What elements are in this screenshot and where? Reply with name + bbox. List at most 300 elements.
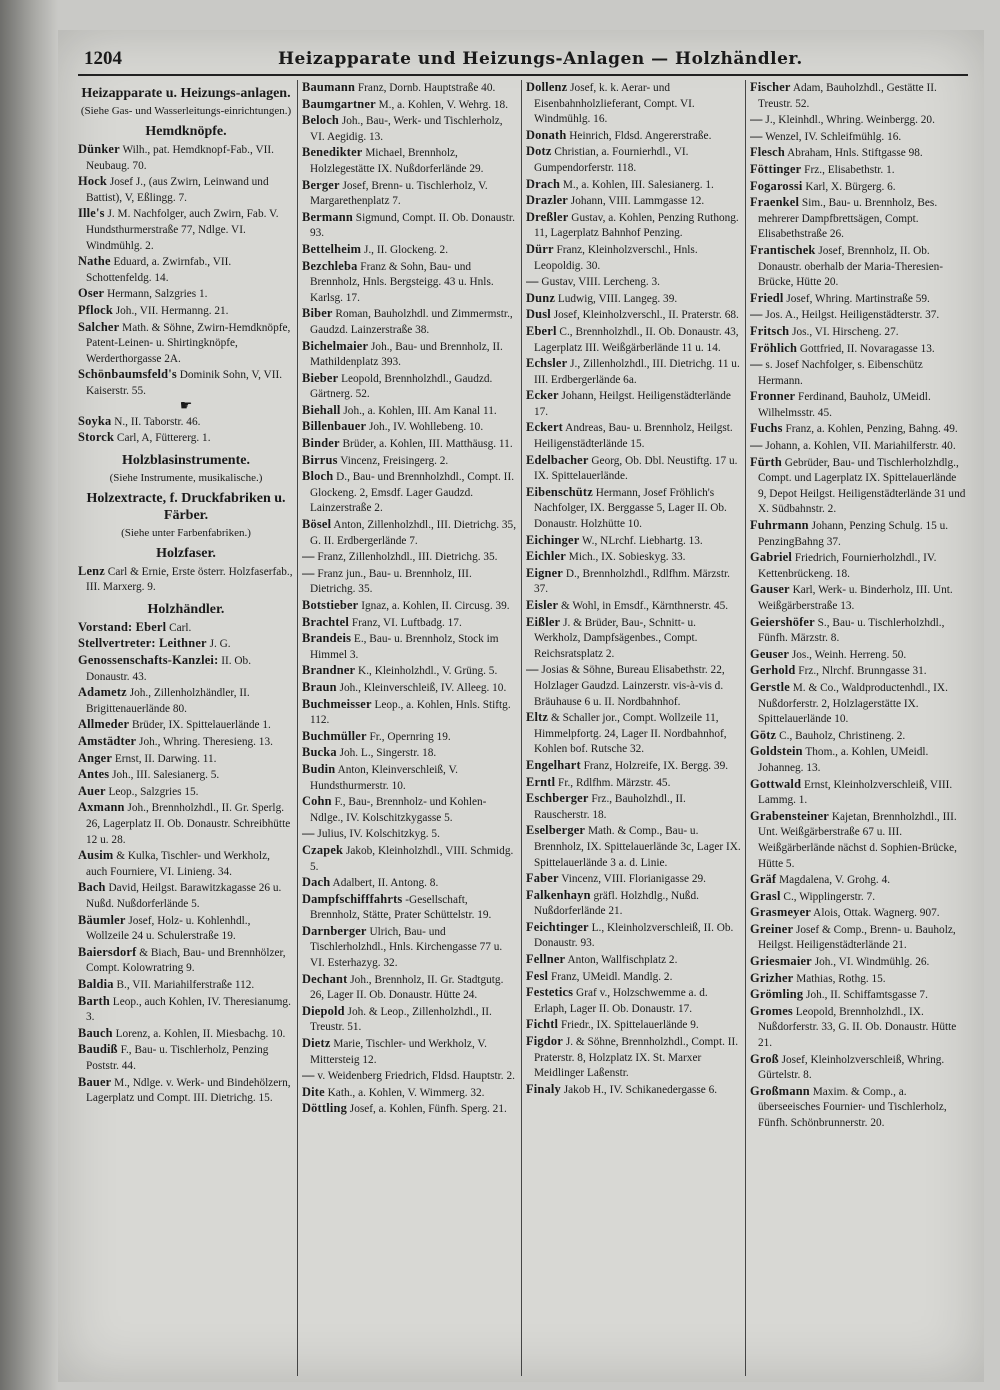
section-note-holzextracte: (Siehe unter Farbenfabriken.) (121, 526, 251, 539)
entry-name: Pflock (78, 302, 113, 317)
directory-entry (78, 784, 294, 801)
directory-entry (526, 307, 742, 324)
entry-name: Cohn (302, 794, 332, 809)
directory-entry (302, 259, 518, 307)
directory-entry (78, 367, 294, 399)
directory-entry (526, 952, 742, 969)
directory-entry (750, 518, 966, 550)
entry-details: Math. & Comp., Bau- u. Brennholz, IX. Spittelauerlände 3c, Lager IX. Spittelauerlände 3 a. d. Linie. (534, 825, 741, 869)
entry-details: M., a. Kohlen, V. Wehrg. 18. (375, 98, 509, 111)
entry-details: Ignaz, a. Kohlen, II. Circusg. 39. (358, 600, 510, 612)
directory-entry (526, 210, 742, 242)
entry-details: Friedrich, Fournierholzhdl., IV. Kettenbrückeng. 18. (758, 552, 937, 580)
entry-details: Joh., Kleinverschleiß, IV. Alleeg. 10. (336, 681, 507, 694)
directory-entry (526, 549, 742, 566)
hemdknoepfe-list-continued (78, 414, 294, 447)
entry-details: Joh. & Leop., Zillenholzhdl., II. Treustr. 51. (310, 1005, 492, 1034)
entry-details: Eduard, a. Zwirnfab., VII. Schottenfeldg. 14. (86, 256, 232, 284)
entry-details: J., II. Glockeng. 2. (361, 243, 449, 256)
entry-details: Wilh., pat. Hemdknopf-Fab., VII. Neubaug. 70. (86, 144, 274, 172)
directory-entry (526, 888, 742, 920)
entry-details: Johann, a. Kohlen, VII. Mariahilferstr. 40. (762, 440, 956, 453)
entry-name: Götz (750, 727, 777, 742)
directory-entry (78, 945, 294, 977)
entry-details: Friedr., IX. Spittelauerlände 9. (558, 1019, 699, 1032)
directory-entry (302, 80, 518, 97)
section-note-heizapparate: (Siehe Gas- und Wasserleitungs-einrichtungen.) (80, 105, 292, 117)
section-heading-hemdknoepfe: Hemdknöpfe. (145, 124, 227, 139)
entry-name: Eigner (526, 565, 563, 580)
directory-entry (750, 1052, 966, 1084)
entry-name: Soyka (78, 413, 112, 428)
entry-details: Jos., Weinh. Herreng. 50. (789, 648, 907, 661)
directory-entry (78, 174, 294, 206)
entry-details: Joh., VII. Hermanng. 21. (112, 304, 229, 317)
directory-entry (302, 762, 518, 794)
entry-name: Oser (78, 286, 105, 301)
directory-entry (750, 987, 966, 1004)
entry-details: D., Brennholzhdl., Rdlfhm. Märzstr. 37. (534, 567, 730, 596)
entry-details: Franz jun., Bau- u. Brennholz, III. Dietrichg. 35. (310, 567, 472, 596)
directory-entry (750, 663, 966, 680)
entry-details: s. Josef Nachfolger, s. Eibenschütz Hermann. (758, 359, 923, 387)
directory-entry (78, 848, 294, 880)
entry-name: Dollenz (526, 80, 568, 94)
entry-name: — (750, 438, 763, 453)
entry-name: Friedl (750, 290, 784, 305)
entry-name: Buchmüller (302, 728, 367, 743)
entry-details: C., Wipplingerstr. 7. (780, 890, 876, 903)
entry-name: Bichelmaier (302, 338, 369, 353)
entry-details: Anton, Kleinverschleiß, V. Hundsthurmerstr. 10. (310, 763, 458, 792)
entry-details: Joh. L., Singerstr. 18. (336, 747, 437, 760)
directory-entry (302, 1004, 518, 1036)
entry-name: Echsler (526, 356, 568, 371)
entry-name: Eichler (526, 549, 566, 564)
entry-details: Joh., II. Schiffamtsgasse 7. (803, 989, 928, 1002)
entry-name: Gabriel (750, 550, 793, 565)
entry-details: Johann, Penzing Schulg. 15 u. PenzingBahng 37. (758, 520, 949, 548)
entry-details: C., Bauholz, Christineng. 2. (776, 729, 906, 742)
entry-name: Grasmeyer (750, 905, 811, 920)
entry-details: Josef, Kleinholzverschl., II. Praterstr. 68. (550, 309, 739, 322)
entry-details: Franz & Sohn, Bau- und Brennholz, Hnls. Bergsteigg. 43 u. Hnls. Karlsg. 17. (310, 260, 494, 304)
directory-entry (78, 994, 294, 1026)
entry-name: Eschberger (526, 791, 589, 806)
entry-name: Bösel (302, 517, 332, 532)
entry-details: Brüder, IX. Spittelauerlände 1. (129, 719, 271, 732)
entry-name: Fronner (750, 389, 796, 404)
directory-entry (302, 419, 518, 436)
entry-details: Josias & Söhne, Bureau Elisabethstr. 22, Holzlager Gaudzd. Lainzerstr. vis-à-vis d. Bräuhause 6 u. II. Nordbahnhof. (534, 664, 725, 708)
directory-entry (750, 615, 966, 647)
directory-entry (526, 193, 742, 210)
directory-entry (526, 615, 742, 663)
directory-entry (302, 436, 518, 453)
directory-entry (302, 371, 518, 403)
directory-entry (302, 875, 518, 892)
holzhaendler-list (750, 80, 966, 1132)
entry-details: Joh., a. Kohlen, III. Am Kanal 11. (340, 404, 497, 417)
entry-name: Schönbaumsfeld's (78, 367, 177, 382)
entry-name: Eltz (526, 710, 549, 725)
directory-entry (78, 414, 294, 431)
entry-name: Baumgartner (302, 96, 376, 111)
directory-entry (526, 791, 742, 823)
entry-name: Baudiß (78, 1042, 118, 1057)
directory-entry (526, 274, 742, 291)
entry-name: Adametz (78, 685, 127, 700)
directory-entry (302, 469, 518, 517)
entry-details: Franz, Zillenholzhdl., III. Dietrichg. 35. (314, 551, 498, 564)
directory-entry (750, 1084, 966, 1132)
entry-name: Bucka (302, 745, 337, 760)
entry-name: — (302, 826, 315, 841)
section-note-holzblas: (Siehe Instrumente, musikalische.) (109, 471, 263, 484)
directory-entry (526, 324, 742, 356)
directory-entry (750, 744, 966, 776)
entry-name: Botstieber (302, 598, 359, 612)
section-heading-holzextracte: Holzextracte, f. Druckfabriken u. Färber. (86, 490, 286, 523)
entry-details: Lorenz, a. Kohlen, II. Miesbachg. 10. (112, 1027, 286, 1040)
column-rule (745, 80, 746, 1376)
entry-name: Grömling (750, 987, 804, 1002)
directory-entry (526, 566, 742, 598)
entry-name: Griesmaier (750, 954, 812, 969)
entry-name: Bermann (302, 209, 353, 224)
directory-entry (302, 306, 518, 338)
entry-name: Baldia (78, 976, 114, 991)
directory-entry (302, 178, 518, 210)
directory-entry (750, 357, 966, 389)
entry-name: Birrus (302, 452, 338, 467)
entry-details: E., Bau- u. Brennholz, Stock im Himmel 3. (310, 633, 499, 661)
directory-entry (526, 920, 742, 952)
directory-entry (526, 758, 742, 775)
entry-details: Joh., III. Salesianerg. 5. (109, 769, 220, 782)
entry-details: Dominik Sohn, V, VII. Kaiserstr. 55. (86, 369, 283, 397)
directory-entry (302, 1085, 518, 1102)
directory-entry (750, 145, 966, 162)
entry-details: D., Bau- und Brennholzhdl., Compt. II. Glockeng. 2, Emsdf. Lager Gaudzd. Lainzerstraße 2. (310, 471, 515, 515)
directory-entry (750, 922, 966, 954)
directory-entry (526, 598, 742, 615)
directory-entry (750, 307, 966, 324)
entry-name: — (750, 307, 763, 322)
entry-name: Braun (302, 679, 337, 694)
entry-name: Föttinger (750, 161, 802, 176)
directory-entry (78, 1026, 294, 1043)
entry-details: Michael, Brennholz, Holzlegestätte IX. Nußdorferlände 29. (310, 147, 484, 175)
holzhaendler-list (526, 80, 742, 1098)
hand-pointer-icon: ☛ (179, 398, 193, 414)
entry-name: Dampfschifffahrts (302, 891, 403, 906)
entry-details: v. Weidenberg Friedrich, Fldsd. Hauptstr. 2. (314, 1070, 515, 1083)
directory-entry (302, 972, 518, 1004)
directory-entry (302, 339, 518, 371)
directory-entry (302, 517, 518, 549)
directory-entry (750, 809, 966, 872)
entry-details: Franz, UMeidl. Mandlg. 2. (548, 970, 673, 983)
entry-name: Grizher (750, 970, 794, 985)
directory-entry (78, 653, 294, 685)
entry-name: Dürr (526, 241, 554, 256)
entry-details: Leop., Salzgries 15. (105, 785, 199, 798)
directory-entry (750, 889, 966, 906)
entry-details: Maxim. & Comp., a. überseeisches Fournier- und Tischlerholz, Fünfh. Schönbrunnerstr. 20. (758, 1085, 947, 1129)
entry-name: Feichtinger (526, 919, 589, 934)
entry-name: Baiersdorf (78, 944, 137, 959)
running-head: Heizapparate und Heizungs-Anlagen — Holzhändler. (278, 49, 803, 69)
directory-entry (78, 320, 294, 368)
directory-entry (526, 775, 742, 792)
column-3 (526, 80, 742, 1376)
entry-name: Biehall (302, 402, 341, 417)
directory-entry (78, 1042, 294, 1074)
holzhaendler-list (78, 620, 294, 1107)
directory-entry (750, 777, 966, 809)
entry-name: Döttling (302, 1101, 347, 1116)
directory-entry (302, 631, 518, 663)
entry-details: Fr., Rdlfhm. Märzstr. 45. (555, 776, 671, 789)
directory-entry (78, 206, 294, 254)
entry-details: Frz., Nlrchf. Brunngasse 31. (795, 665, 927, 678)
directory-entry (302, 113, 518, 145)
entry-name: Eichinger (526, 532, 580, 547)
entry-name: Genossenschafts-Kanzlei: (78, 653, 219, 668)
entry-name: Flesch (750, 145, 785, 160)
directory-entry (302, 549, 518, 566)
entry-name: Salcher (78, 319, 120, 334)
directory-entry (78, 734, 294, 751)
entry-details: Sim., Bau- u. Brennholz, Bes. mehrerer Dampfbrettsägen, Compt. Elisabethstraße 26. (758, 197, 938, 241)
directory-entry (526, 420, 742, 452)
entry-name: Diepold (302, 1003, 345, 1018)
entry-details: Gustav, a. Kohlen, Penzing Ruthong. 11, Lagerplatz Bahnhof Penzing. (534, 211, 739, 240)
directory-entry (526, 144, 742, 176)
entry-name: Fischer (750, 80, 791, 94)
entry-details: & Schaller jor., Compt. Wollzeile 11, Himmelpfortg. 24, Lager II. Nordbahnhof, Kohlen bof. Rutsche 32. (534, 712, 727, 756)
entry-details: J., Zillenholzhdl., III. Dietrichg. 11 u. III. Erdbergerlände 6a. (534, 358, 740, 386)
entry-details: Andreas, Bau- u. Brennholz, Heilgst. Heiligenstädterlände 15. (534, 422, 733, 451)
entry-name: Gräf (750, 872, 777, 887)
entry-details: Sigmund, Compt. II. Ob. Donaustr. 93. (310, 211, 515, 240)
entry-details: Johann, VIII. Lammgasse 12. (567, 195, 705, 208)
entry-details: Josef J., (aus Zwirn, Leinwand und Battist), V, Eßlingg. 7. (86, 176, 269, 204)
entry-details: J. & Söhne, Brennholzhdl., Compt. II. Praterstr. 8, Holzplatz IX. St. Marxer Meidlinger Laßenstr. (534, 1036, 739, 1080)
entry-name: Brandner (302, 663, 356, 678)
entry-details: Kath., a. Kohlen, V. Wimmerg. 32. (324, 1086, 485, 1099)
entry-name: Erntl (526, 774, 556, 789)
directory-entry (78, 767, 294, 784)
entry-name: Brachtel (302, 614, 350, 629)
entry-name: Dreßler (526, 209, 569, 224)
directory-entry (302, 1036, 518, 1068)
entry-details: Jos., VI. Hirscheng. 27. (789, 325, 899, 338)
page-edge-shadow (0, 0, 58, 1390)
directory-entry (78, 620, 294, 637)
entry-name: Gottwald (750, 776, 802, 791)
entry-details: N., II. Taborstr. 46. (111, 415, 201, 428)
entry-name: Nathe (78, 254, 111, 269)
directory-entry (750, 954, 966, 971)
entry-name: Ecker (526, 388, 559, 403)
directory-entry (526, 710, 742, 758)
entry-name: Großmann (750, 1083, 810, 1098)
directory-entry (78, 430, 294, 447)
entry-name: Eckert (526, 420, 563, 435)
entry-name: Fuhrmann (750, 518, 809, 533)
entry-name: — (302, 1068, 315, 1083)
entry-details: J. & Brüder, Bau-, Schnitt- u. Werkholz, Dampfsägenbes., Compt. Reichsratsplatz 2. (534, 616, 698, 660)
directory-entry (526, 1034, 742, 1082)
entry-name: Geuser (750, 646, 790, 661)
directory-entry (526, 242, 742, 274)
entry-details: Leopold, Brennholzhdl., Gaudzd. Gärtnerg. 52. (310, 372, 493, 401)
directory-entry (526, 128, 742, 145)
directory-entry (302, 1101, 518, 1118)
columns-container (78, 80, 968, 1376)
entry-details: Mathias, Rothg. 15. (793, 972, 886, 985)
hemdknoepfe-list (78, 142, 294, 400)
entry-details: Christian, a. Fournierhdl., VI. Gumpendorferstr. 118. (534, 146, 689, 174)
directory-entry (302, 745, 518, 762)
entry-details: Ulrich, Bau- und Tischlerholzhdl., Hnls. Kirchengasse 77 u. VI. Esterhazyg. 32. (310, 925, 503, 970)
entry-details: Jos. A., Heilgst. Heiligenstädterstr. 37. (762, 309, 940, 322)
entry-name: Buchmeisser (302, 696, 372, 711)
entry-details: Carl. (166, 621, 192, 634)
entry-details: Roman, Bauholzhdl. und Zimmermstr., Gaudzd. Lainzerstraße 38. (310, 308, 513, 336)
entry-details: Josef, Brenn- u. Tischlerholz, V. Margarethenplatz 7. (310, 179, 488, 208)
entry-name: Eberl (526, 323, 557, 338)
directory-entry (78, 286, 294, 303)
entry-name: Dusl (526, 307, 551, 322)
entry-name: Fesl (526, 968, 549, 983)
directory-entry (78, 303, 294, 320)
entry-name: Stellvertreter: Leithner (78, 636, 207, 651)
entry-details: Vincenz, Freisingerg. 2. (337, 454, 449, 467)
directory-entry (526, 453, 742, 485)
entry-name: Faber (526, 871, 559, 886)
directory-entry (302, 615, 518, 632)
directory-entry (302, 697, 518, 729)
entry-name: Gromes (750, 1003, 793, 1018)
entry-details: Leopold, Brennholzhdl., IX. Nußdorferstr. 33, G. II. Ob. Donaustr. Hütte 21. (758, 1005, 957, 1050)
entry-name: Grabensteiner (750, 808, 829, 823)
entry-name: Groß (750, 1051, 779, 1066)
entry-name: Dietz (302, 1036, 331, 1051)
entry-details: Ernst, II. Darwing. 11. (112, 752, 217, 765)
entry-name: Gauser (750, 582, 790, 597)
entry-details: Franz, Kleinholzverschl., Hnls. Leopoldig. 30. (534, 243, 698, 272)
entry-details: & Wohl, in Emsdf., Kärnthnerstr. 45. (558, 600, 729, 612)
entry-details: Franz, Dornb. Hauptstraße 40. (355, 82, 496, 94)
entry-details: J. M. Nachfolger, auch Zwirn, Fab. V. Hundsthurmerstraße 77, Ndlge. VI. Windmühlg. 2. (86, 208, 279, 252)
entry-details: Josef, Kleinholzverschleiß, Whring. Gürtelstr. 8. (758, 1053, 945, 1082)
directory-entry (750, 872, 966, 889)
entry-name: Ausim (78, 848, 114, 863)
entry-name: Vorstand: Eberl (78, 619, 167, 634)
entry-name: — (750, 112, 763, 127)
entry-name: Dach (302, 875, 331, 890)
entry-details: Ludwig, VIII. Langeg. 39. (555, 292, 678, 305)
entry-details: J., Kleinhdl., Whring. Weinbergg. 20. (762, 114, 935, 127)
entry-name: Binder (302, 436, 340, 451)
directory-entry (302, 210, 518, 242)
entry-name: Bach (78, 880, 106, 895)
entry-name: Gerhold (750, 663, 796, 678)
entry-name: Hock (78, 174, 108, 189)
directory-entry (750, 80, 966, 112)
directory-entry (78, 1075, 294, 1107)
entry-details: Josef, k. k. Aerar- und Eisenbahnholzlieferant, Compt. VI. Windmühlg. 16. (534, 82, 695, 126)
entry-details: Adalbert, II. Antong. 8. (330, 877, 439, 890)
entry-details: Franz, VI. Luftbadg. 17. (349, 616, 462, 629)
entry-name: — (302, 565, 315, 580)
directory-entry (526, 485, 742, 533)
entry-name: Allmeder (78, 717, 130, 732)
entry-name: Dunz (526, 290, 556, 305)
column-1 (78, 80, 294, 1376)
entry-details: Josef, Holz- u. Kohlenhdl., Wollzeile 24 u. Schulerstraße 19. (86, 914, 251, 943)
entry-details: Kajetan, Brennholzhdl., III. Unt. Weißgärberstraße 67 u. III. Weißgärberlände nächst d. Sophien-Brücke, Hütte 5. (758, 810, 957, 870)
entry-name: Eißler (526, 614, 561, 629)
entry-name: Eselberger (526, 823, 586, 838)
entry-details: Vincenz, VIII. Florianigasse 29. (558, 873, 706, 886)
entry-details: Fr., Opernring 19. (366, 730, 451, 743)
entry-name: Grasl (750, 888, 781, 903)
entry-name: Storck (78, 430, 115, 445)
entry-details: Math. & Söhne, Zwirn-Hemdknöpfe, Patent-Leinen- u. Shirtingknöpfe, Werderthorgasse 2A. (86, 321, 291, 365)
entry-name: Donath (526, 127, 567, 142)
entry-details: Josef, a. Kohlen, Fünfh. Sperg. 21. (346, 1103, 507, 1116)
entry-details: Karl, X. Bürgerg. 6. (802, 180, 896, 193)
directory-entry (750, 971, 966, 988)
directory-entry (750, 1004, 966, 1052)
entry-name: Goldstein (750, 744, 803, 759)
directory-entry (302, 1068, 518, 1085)
entry-name: Budin (302, 761, 336, 776)
entry-details: Joh., IV. Wohllebeng. 10. (366, 421, 484, 434)
entry-details: gräfl. Holzhdlg., Nußd. Nußdorferlände 21. (534, 889, 699, 918)
directory-entry (526, 871, 742, 888)
entry-details: Carl & Ernie, Erste österr. Holzfaserfab., III. Marxerg. 9. (86, 565, 293, 594)
entry-details: Gustav, VIII. Lercheng. 3. (538, 276, 660, 289)
column-2 (302, 80, 518, 1376)
directory-entry (750, 195, 966, 243)
entry-details: S., Bau- u. Tischlerholzhdl., Fünfh. Märzstr. 8. (758, 616, 945, 645)
entry-name: Bauer (78, 1074, 112, 1089)
entry-name: Czapek (302, 842, 344, 857)
directory-entry (526, 533, 742, 550)
entry-details: C., Brennholzhdl., II. Ob. Donaustr. 43, Lagerplatz III. Weißgärberlände 11 u. 14. (534, 325, 739, 354)
entry-details: J. G. (206, 638, 231, 651)
directory-entry (302, 729, 518, 746)
entry-name: Berger (302, 177, 340, 192)
directory-entry (750, 438, 966, 455)
entry-details: Brüder, a. Kohlen, III. Matthäusg. 11. (339, 438, 513, 451)
entry-details: & Kulka, Tischler- und Werkholz, auch Fourniere, VI. Linieng. 34. (86, 850, 270, 878)
entry-details: M., Ndlge. v. Werk- und Bindehölzern, Lagerplatz und Compt. III. Dietrichg. 15. (86, 1076, 291, 1105)
entry-name: Bauch (78, 1025, 113, 1040)
entry-name: Greiner (750, 921, 794, 936)
directory-entry (526, 291, 742, 308)
entry-details: Anton, Wallfischplatz 2. (565, 954, 678, 967)
directory-entry (750, 905, 966, 922)
entry-details: Heinrich, Fldsd. Angererstraße. (566, 129, 712, 142)
entry-details: Hermann, Josef Fröhlich's Nachfolger, IX. Berggasse 5, Lager II. Ob. Donaustr. Holzhütte 10. (534, 486, 727, 531)
directory-entry (302, 453, 518, 470)
